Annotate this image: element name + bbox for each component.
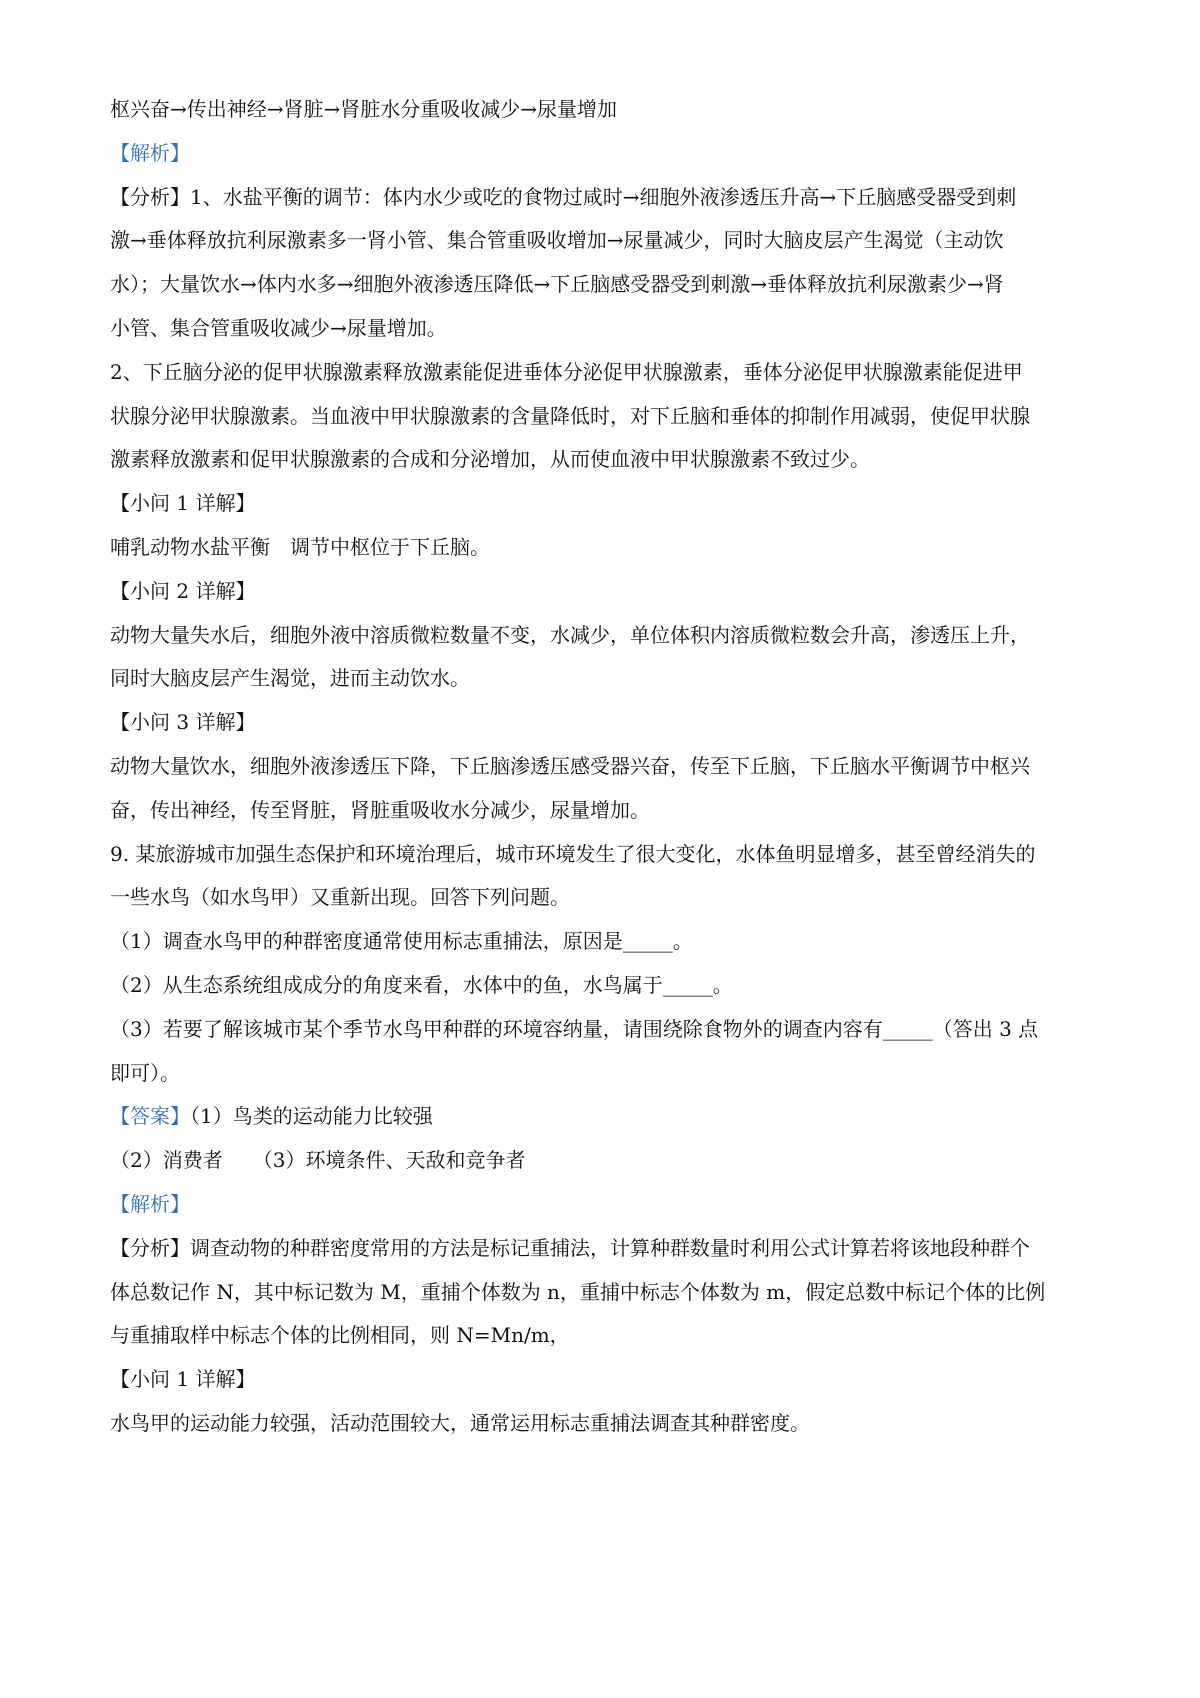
text-line: 同时大脑皮层产生渴觉，进而主动饮水。 <box>110 666 470 691</box>
analysis-label: 【解析】 <box>110 1191 190 1216</box>
text-line: 奋，传出神经，传至肾脏，肾脏重吸收水分减少，尿量增加。 <box>110 797 650 822</box>
subquestion-heading: 【小问 1 详解】 <box>110 491 256 516</box>
subquestion-heading: 【小问 3 详解】 <box>110 710 256 735</box>
text-line <box>110 176 1100 220</box>
text-line: 水鸟甲的运动能力较强，活动范围较大，通常运用标志重捕法调查其种群密度。 <box>110 1410 810 1435</box>
text-line: 动物大量失水后，细胞外液中溶质微粒数量不变，水减少，单位体积内溶质微粒数会升高，渗透压上升， <box>110 622 1030 647</box>
analysis-label: 【解析】 <box>110 140 190 165</box>
text-line: 枢兴奋→传出神经→肾脏→肾脏水分重吸收减少→尿量增加 <box>110 97 618 121</box>
text-line: 与重捕取样中标志个体的比例相同，则 N=Mn/m， <box>110 1323 570 1348</box>
text-line: 水）；大量饮水→体内水多→细胞外液渗透压降低→下丘脑感受器受到刺激→垂体释放抗利尿激素少→肾 <box>110 272 1004 297</box>
subquestion-heading: 【小问 1 详解】 <box>110 1367 256 1392</box>
document-page <box>110 88 1100 1446</box>
answer-line: （2）消费者 （3）环境条件、天敌和竞争者 <box>110 1148 526 1173</box>
question-item: 即可）。 <box>110 1060 180 1085</box>
question-item: （2）从生态系统组成成分的角度来看，水体中的鱼，水鸟属于_____。 <box>110 972 733 997</box>
text-line: 【分析】调查动物的种群密度常用的方法是标记重捕法，计算种群数量时利用公式计算若将该地段种群个 <box>110 1235 1030 1260</box>
question-item: （3）若要了解该城市某个季节水鸟甲种群的环境容纳量，请围绕除食物外的调查内容有_____（答出 3 点 <box>110 1016 1039 1041</box>
text-line: 激→垂体释放抗利尿激素多一肾小管、集合管重吸收增加→尿量减少，同时大脑皮层产生渴觉（主动饮 <box>110 228 1004 253</box>
text-line: 状腺分泌甲状腺激素。当血液中甲状腺激素的含量降低时，对下丘脑和垂体的抑制作用减弱，使促甲状腺 <box>110 403 1030 428</box>
question-stem: 9. 某旅游城市加强生态保护和环境治理后，城市环境发生了很大变化，水体鱼明显增多，甚至曾经消失的 <box>110 841 1036 866</box>
answer-text: （1）鸟类的运动能力比较强 <box>190 1104 433 1129</box>
question-item: （1）调查水鸟甲的种群密度通常使用标志重捕法，原因是_____。 <box>110 929 693 954</box>
subquestion-heading: 【小问 2 详解】 <box>110 578 256 603</box>
answer-label: 【答案】 <box>110 1104 190 1129</box>
text-line: 激素释放激素和促甲状腺激素的合成和分泌增加，从而使血液中甲状腺激素不致过少。 <box>110 447 870 472</box>
text-line: 体总数记作 N，其中标记数为 M，重捕个体数为 n，重捕中标志个体数为 m，假定总数中标记个体的比例 <box>110 1279 1046 1304</box>
question-stem: 一些水鸟（如水鸟甲）又重新出现。回答下列问题。 <box>110 885 570 910</box>
text-span: 1、水盐平衡的调节：体内水少或吃的食物过咸时→细胞外液渗透压升高→下丘脑感受器受到刺 <box>190 184 1017 209</box>
text-line: 2、下丘脑分泌的促甲状腺激素释放激素能促进垂体分泌促甲状腺激素，垂体分泌促甲状腺激素能促进甲 <box>110 359 1023 384</box>
text-line: 哺乳动物水盐平衡 调节中枢位于下丘脑。 <box>110 534 490 559</box>
text-line: 动物大量饮水，细胞外液渗透压下降，下丘脑渗透压感受器兴奋，传至下丘脑，下丘脑水平衡调节中枢兴 <box>110 753 1030 778</box>
section-heading-analysis <box>110 1183 1100 1227</box>
section-heading-analysis <box>110 132 1100 176</box>
text-line: 小管、集合管重吸收减少→尿量增加。 <box>110 315 447 340</box>
fenxi-label: 【分析】 <box>110 184 190 209</box>
answer-line <box>110 1095 1100 1139</box>
